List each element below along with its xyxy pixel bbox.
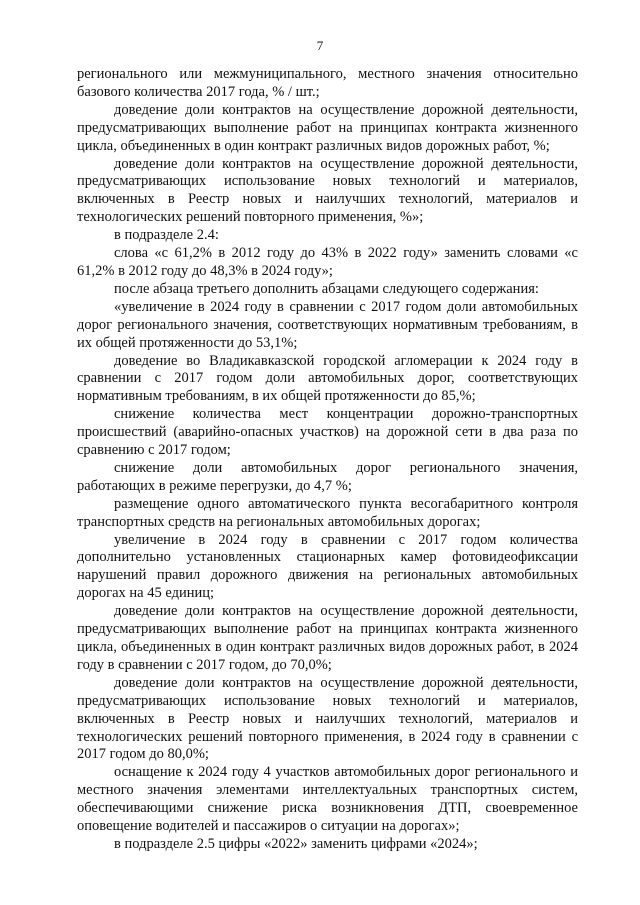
paragraph-reduce-accident-sites: снижение количества мест концентрации дорожно-транспортных происшествий (аварийно-опасных участков) на дорожной сети в два раза по сравнению с 2017 годом; xyxy=(77,406,578,459)
paragraph-new-technologies-2024: доведение доли контрактов на осуществление дорожной деятельности, предусматривающих использование новых технологий и материалов, включенных в Реестр новых и наилучших технологий, материалов и технологических решений повторного применения, в 2024 году в сравнении с 2017 годом до 80,0%; xyxy=(77,674,578,763)
paragraph-contracts-lifecycle: доведение доли контрактов на осуществление дорожной деятельности, предусматривающих выполнение работ на принципах контракта жизненного цикла, объединенных в один контракт различных видов дорожных работ, %; xyxy=(77,101,578,154)
paragraph-replace-words: слова «с 61,2% в 2012 году до 43% в 2022 году» заменить словами «с 61,2% в 2012 году до 48,3% в 2024 году»; xyxy=(77,245,578,279)
paragraph-traffic-cameras: увеличение в 2024 году в сравнении с 2017 годом количества дополнительно установленных стационарных камер фотовидеофиксации нарушений правил дорожного движения на региональных автомобильных дорогах на 45 единиц; xyxy=(77,531,578,602)
paragraph-add-after-third: после абзаца третьего дополнить абзацами следующего содержания: xyxy=(114,280,539,297)
paragraph-subsection-2-5: в подразделе 2.5 цифры «2022» заменить цифрами «2024»; xyxy=(114,835,478,852)
paragraph-intelligent-transport-systems: оснащение к 2024 году 4 участков автомобильных дорог регионального и местного значения элементами интеллектуальных транспортных систем, обеспечивающими снижение риска возникновения ДТП, своевременное оповещение водителей и пассажиров о ситуации на дорогах»; xyxy=(77,764,578,835)
paragraph-weight-control-point: размещение одного автоматического пункта весогабаритного контроля транспортных средств на региональных автомобильных дорогах; xyxy=(77,495,578,530)
paragraph-reduce-overloaded-roads: снижение доли автомобильных дорог регионального значения, работающих в режиме перегрузки, до 4,7 %; xyxy=(77,459,578,494)
paragraph-continuation: регионального или межмуниципального, местного значения относительно базового количества 2017 года, % / шт.; xyxy=(77,66,578,100)
paragraph-increase-regional-roads: «увеличение в 2024 году в сравнении с 2017 годом доли автомобильных дорог регионального значения, соответствующих нормативным требованиям, в их общей протяженности до 53,1%; xyxy=(77,298,578,351)
paragraph-subsection-2-4: в подразделе 2.4: xyxy=(114,227,219,244)
page-number: 7 xyxy=(316,38,324,53)
paragraph-vladikavkaz-agglomeration: доведение во Владикавказской городской агломерации к 2024 году в сравнении с 2017 годом доли автомобильных дорог, соответствующих нормативным требованиям, в их общей протяженности до 85,%; xyxy=(77,352,578,405)
document-body xyxy=(77,66,578,854)
paragraph-contracts-new-technologies: доведение доли контрактов на осуществление дорожной деятельности, предусматривающих использование новых технологий и материалов, включенных в Реестр новых и наилучших технологий, материалов и технологических решений повторного применения, %»; xyxy=(77,155,578,226)
paragraph-lifecycle-contracts-2024: доведение доли контрактов на осуществление дорожной деятельности, предусматривающих выполнение работ на принципах контракта жизненного цикла, объединенных в один контракт различных видов дорожных работ, в 2024 году в сравнении с 2017 годом, до 70,0%; xyxy=(77,603,578,673)
